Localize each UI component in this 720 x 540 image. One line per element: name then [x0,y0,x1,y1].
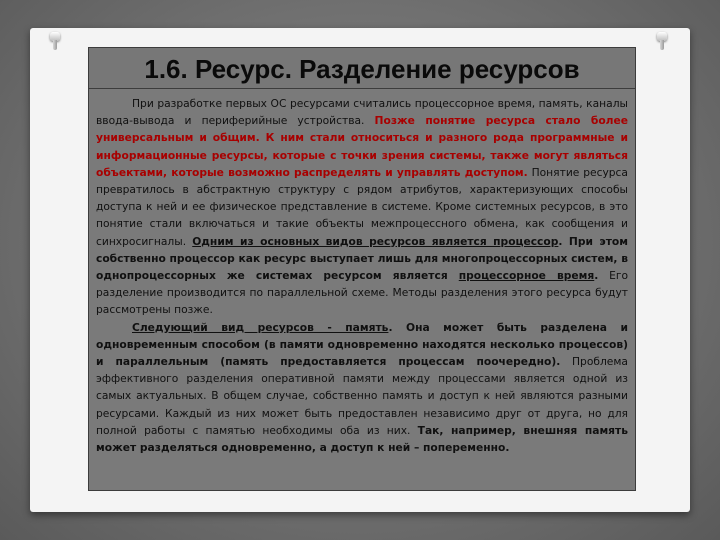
emphasized-text-run: Следующий вид ресурсов - память [132,320,389,334]
bold-text-run: . При этом собственно процессор как ресурс выступает лишь для многопроцессорных систем, в однопроцессорных же системах ресурсом является [96,234,629,283]
text-run: Его разделение производится по параллельной схеме. Методы разделения этого ресурса будут рассмотрены позже. [96,269,628,317]
title-bar [88,47,636,89]
push-pin-icon [655,32,669,50]
text-run: При разработке первых ОС ресурсами считались процессорное время, память, каналы ввода-вывода и периферийные устройства. [96,97,628,128]
paragraph-memory [96,319,628,457]
bold-text-run: . [594,269,599,283]
bold-text-run: . Она может быть разделена и одновременным способом (в памяти одновременно находятся несколько процессов) и параллельным (память предоставляется процессам поочередно). [96,320,628,369]
paragraph-resources-overview [96,95,628,319]
highlighted-text-run: Позже понятие ресурса стало более универсальным и общим. К ним стали относиться и разного рода программные и информационные ресурсы, которые с точки зрения системы, также могут являться объектами, которые возможно распределять и управлять доступом. [96,114,628,179]
slide-title: 1.6. Ресурс. Разделение ресурсов [144,54,580,84]
push-pin-icon [48,32,62,50]
text-run: Проблема эффективного разделения оперативной памяти между процессами является одной из самых актуальных. В общем случае, собственно память и доступ к ней являются разными ресурсами. Каждый из них может быть предоставлен независимо друг от друга, но для полной работы с памятью необходимы оба из них. [96,355,628,437]
content-box [88,89,636,491]
text-run: Понятие ресурса превратилось в абстрактную структуру с рядом атрибутов, характеризующих способы доступа к ней и ее физическое представление в системе. Кроме системных ресурсов, в это понятие стали включаться и такие объекты межпроцессного обмена, как сообщения и синхросигналы. [96,165,628,248]
emphasized-text-run: процессорное время [458,269,595,283]
emphasized-text-run: Одним из основных видов ресурсов является процессор [192,234,559,248]
bold-text-run: Так, например, внешняя память может разделяться одновременно, а доступ к ней – попеременно. [96,423,628,455]
